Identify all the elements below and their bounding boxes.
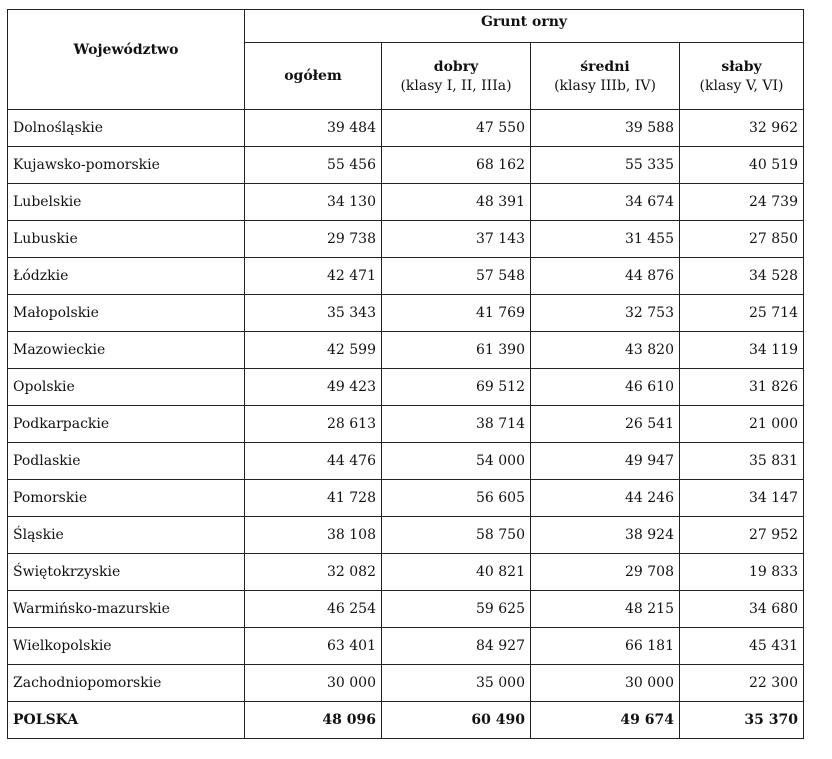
value-cell: 37 143: [382, 221, 531, 258]
table-row: [8, 554, 804, 591]
value-cell: 34 130: [245, 184, 382, 221]
value-cell: 42 471: [245, 258, 382, 295]
value-cell: 58 750: [382, 517, 531, 554]
value-cell: 84 927: [382, 628, 531, 665]
value-cell: 48 096: [245, 702, 382, 739]
value-cell: 48 391: [382, 184, 531, 221]
table-row: [8, 184, 804, 221]
value-cell: 29 708: [531, 554, 680, 591]
value-cell: 22 300: [680, 665, 804, 702]
value-cell: 38 108: [245, 517, 382, 554]
value-cell: 45 431: [680, 628, 804, 665]
value-cell: 66 181: [531, 628, 680, 665]
header-sub-medium: średni (klasy IIIb, IV): [531, 43, 680, 110]
value-cell: 32 962: [680, 110, 804, 147]
table-row: [8, 295, 804, 332]
value-cell: 28 613: [245, 406, 382, 443]
blank-area: [816, 9, 832, 43]
value-cell: 48 215: [531, 591, 680, 628]
value-cell: 31 826: [680, 369, 804, 406]
region-name: Lubuskie: [8, 221, 245, 258]
value-cell: 46 610: [531, 369, 680, 406]
value-cell: 34 528: [680, 258, 804, 295]
value-cell: 60 490: [382, 702, 531, 739]
region-name: Podkarpackie: [8, 406, 245, 443]
value-cell: 25 714: [680, 295, 804, 332]
value-cell: 30 000: [531, 665, 680, 702]
value-cell: 47 550: [382, 110, 531, 147]
value-cell: 44 876: [531, 258, 680, 295]
header-sub-total: ogółem: [245, 43, 382, 110]
region-name: Dolnośląskie: [8, 110, 245, 147]
value-cell: 19 833: [680, 554, 804, 591]
value-cell: 30 000: [245, 665, 382, 702]
value-cell: 29 738: [245, 221, 382, 258]
value-cell: 49 423: [245, 369, 382, 406]
header-sub-weak: słaby (klasy V, VI): [680, 43, 804, 110]
table-row: [8, 665, 804, 702]
value-cell: 26 541: [531, 406, 680, 443]
table-row: [8, 147, 804, 184]
region-name: Małopolskie: [8, 295, 245, 332]
value-cell: 34 147: [680, 480, 804, 517]
value-cell: 34 119: [680, 332, 804, 369]
value-cell: 56 605: [382, 480, 531, 517]
value-cell: 41 728: [245, 480, 382, 517]
table-row: [8, 332, 804, 369]
value-cell: 43 820: [531, 332, 680, 369]
value-cell: 40 519: [680, 147, 804, 184]
value-cell: 54 000: [382, 443, 531, 480]
value-cell: 39 484: [245, 110, 382, 147]
value-cell: 42 599: [245, 332, 382, 369]
value-cell: 31 455: [531, 221, 680, 258]
region-name: Świętokrzyskie: [8, 554, 245, 591]
value-cell: 24 739: [680, 184, 804, 221]
value-cell: 55 335: [531, 147, 680, 184]
value-cell: 38 924: [531, 517, 680, 554]
region-name: Mazowieckie: [8, 332, 245, 369]
table-row: [8, 591, 804, 628]
region-name: Łódzkie: [8, 258, 245, 295]
header-group: Grunt orny: [245, 10, 804, 43]
value-cell: 27 952: [680, 517, 804, 554]
region-name: Warmińsko-mazurskie: [8, 591, 245, 628]
land-price-table: [7, 9, 804, 739]
value-cell: 32 753: [531, 295, 680, 332]
value-cell: 34 680: [680, 591, 804, 628]
table-row: [8, 443, 804, 480]
value-cell: 27 850: [680, 221, 804, 258]
table-row: [8, 406, 804, 443]
value-cell: 59 625: [382, 591, 531, 628]
header-sub-good: dobry (klasy I, II, IIIa): [382, 43, 531, 110]
value-cell: 39 588: [531, 110, 680, 147]
value-cell: 35 343: [245, 295, 382, 332]
value-cell: 55 456: [245, 147, 382, 184]
value-cell: 32 082: [245, 554, 382, 591]
value-cell: 21 000: [680, 406, 804, 443]
region-name: POLSKA: [8, 702, 245, 739]
region-name: Wielkopolskie: [8, 628, 245, 665]
table-total-row: [8, 702, 804, 739]
region-name: Kujawsko-pomorskie: [8, 147, 245, 184]
table-row: [8, 480, 804, 517]
value-cell: 35 831: [680, 443, 804, 480]
table-row: [8, 628, 804, 665]
header-region: Województwo: [8, 10, 245, 110]
value-cell: 68 162: [382, 147, 531, 184]
region-name: Pomorskie: [8, 480, 245, 517]
value-cell: 46 254: [245, 591, 382, 628]
value-cell: 49 947: [531, 443, 680, 480]
value-cell: 69 512: [382, 369, 531, 406]
region-name: Opolskie: [8, 369, 245, 406]
region-name: Lubelskie: [8, 184, 245, 221]
table-row: [8, 258, 804, 295]
value-cell: 34 674: [531, 184, 680, 221]
value-cell: 38 714: [382, 406, 531, 443]
table-row: [8, 369, 804, 406]
value-cell: 49 674: [531, 702, 680, 739]
value-cell: 35 370: [680, 702, 804, 739]
value-cell: 61 390: [382, 332, 531, 369]
value-cell: 35 000: [382, 665, 531, 702]
value-cell: 63 401: [245, 628, 382, 665]
table-row: [8, 221, 804, 258]
value-cell: 44 246: [531, 480, 680, 517]
table-row: [8, 110, 804, 147]
value-cell: 40 821: [382, 554, 531, 591]
region-name: Podlaskie: [8, 443, 245, 480]
region-name: Zachodniopomorskie: [8, 665, 245, 702]
value-cell: 41 769: [382, 295, 531, 332]
region-name: Śląskie: [8, 517, 245, 554]
table-row: [8, 517, 804, 554]
value-cell: 44 476: [245, 443, 382, 480]
value-cell: 57 548: [382, 258, 531, 295]
